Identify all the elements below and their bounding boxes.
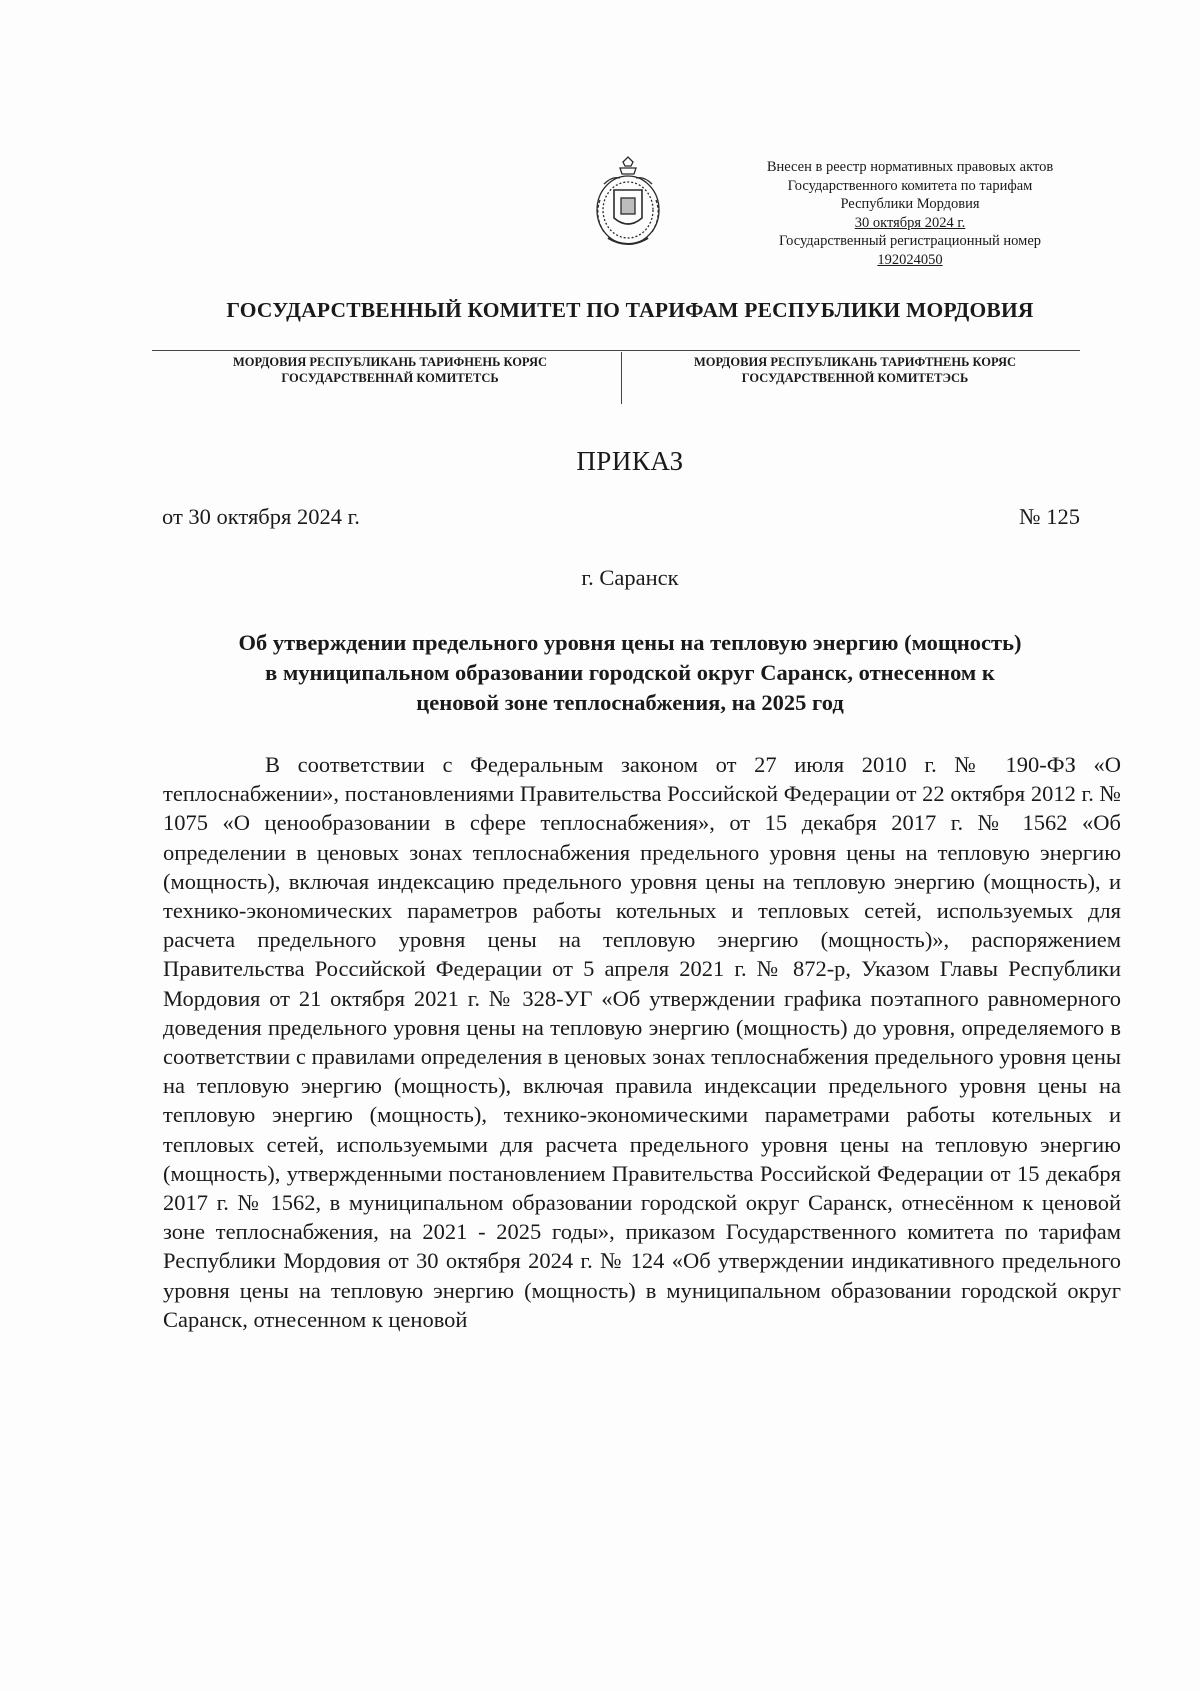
registry-number: 192024050 (877, 251, 943, 268)
committee-name-moksha (160, 354, 620, 386)
order-date: от 30 октября 2024 г. (162, 504, 360, 529)
coat-of-arms-emblem (590, 156, 666, 250)
subject-line-3: ценовой зоне теплоснабжения, на 2025 год (416, 690, 844, 715)
committee-moksha-line-2: ГОСУДАРСТВЕННАЙ КОМИТЕТСЬ (281, 371, 499, 385)
committee-name-erzya (630, 354, 1080, 386)
registry-line-1: Внесен в реестр нормативных правовых актов (766, 159, 1054, 175)
registry-line-3: Республики Мордовия (840, 196, 980, 212)
order-subject (150, 628, 1110, 718)
registry-line-5: Государственный регистрационный номер (778, 233, 1042, 249)
subject-line-1: Об утверждении предельного уровня цены на тепловую энергию (мощность) (238, 630, 1022, 655)
subject-line-2: в муниципальном образовании городской округ Саранск, отнесенном к (265, 660, 995, 685)
registry-date: 30 октября 2024 г. (854, 214, 966, 231)
committee-title: ГОСУДАРСТВЕННЫЙ КОМИТЕТ ПО ТАРИФАМ РЕСПУБЛИКИ МОРДОВИЯ (226, 298, 1034, 322)
body-paragraph: В соответствии с Федеральным законом от 27 июля 2010 г. № 190-ФЗ «О теплоснабжении», постановлениями Правительства Российской Федерации от 22 октября 2012 г. № 1075 «О ценообразовании в сфере теплоснабжения», от 15 декабря 2017 г. № 1562 «Об определении в ценовых зонах теплоснабжения предельного уровня цены на тепловую энергию (мощность), включая индексацию предельного уровня цены на тепловую энергию (мощность), и технико-экономических параметров работы котельных и тепловых сетей, используемых для расчета предельного уровня цены на тепловую энергию (мощность)», распоряжением Правительства Российской Федерации от 5 апреля 2021 г. № 872-р, Указом Главы Республики Мордовия от 21 октября 2021 г. № 328-УГ «Об утверждении графика поэтапного равномерного доведения предельного уровня цены на тепловую энергию (мощность) до уровня, определяемого в соответствии с правилами определения в ценовых зонах теплоснабжения предельного уровня цены на тепловую энергию (мощность), включая правила индексации предельного уровня цены на тепловую энергию (мощность), технико-экономическими параметрами работы котельных и тепловых сетей, используемыми для расчета предельного уровня цены на тепловую энергию (мощность), утвержденными постановлением Правительства Российской Федерации от 15 декабря 2017 г. № 1562, в муниципальном образовании городской округ Саранск, отнесённом к ценовой зоне теплоснабжения, на 2021 - 2025 годы», приказом Государственного комитета по тарифам Республики Мордовия от 30 октября 2024 г. № 124 «Об утверждении индикативного предельного уровня цены на тепловую энергию (мощность) в муниципальном образовании городской округ Саранск, отнесенном к ценовой (163, 752, 1121, 1332)
registry-line-2: Государственного комитета по тарифам (787, 177, 1033, 194)
order-title: ПРИКАЗ (576, 446, 684, 476)
header-rule (152, 350, 1080, 351)
committee-moksha-line-1: МОРДОВИЯ РЕСПУБЛИКАНЬ ТАРИФНЕНЬ КОРЯС (233, 355, 547, 369)
committee-erzya-line-1: МОРДОВИЯ РЕСПУБЛИКАНЬ ТАРИФТНЕНЬ КОРЯС (693, 355, 1017, 369)
order-city: г. Саранск (581, 565, 679, 590)
header-divider (621, 352, 622, 404)
registry-stamp (730, 158, 1090, 269)
order-number: № 125 (1019, 504, 1080, 529)
committee-erzya-line-2: ГОСУДАРСТВЕННОЙ КОМИТЕТЭСЬ (741, 371, 969, 385)
